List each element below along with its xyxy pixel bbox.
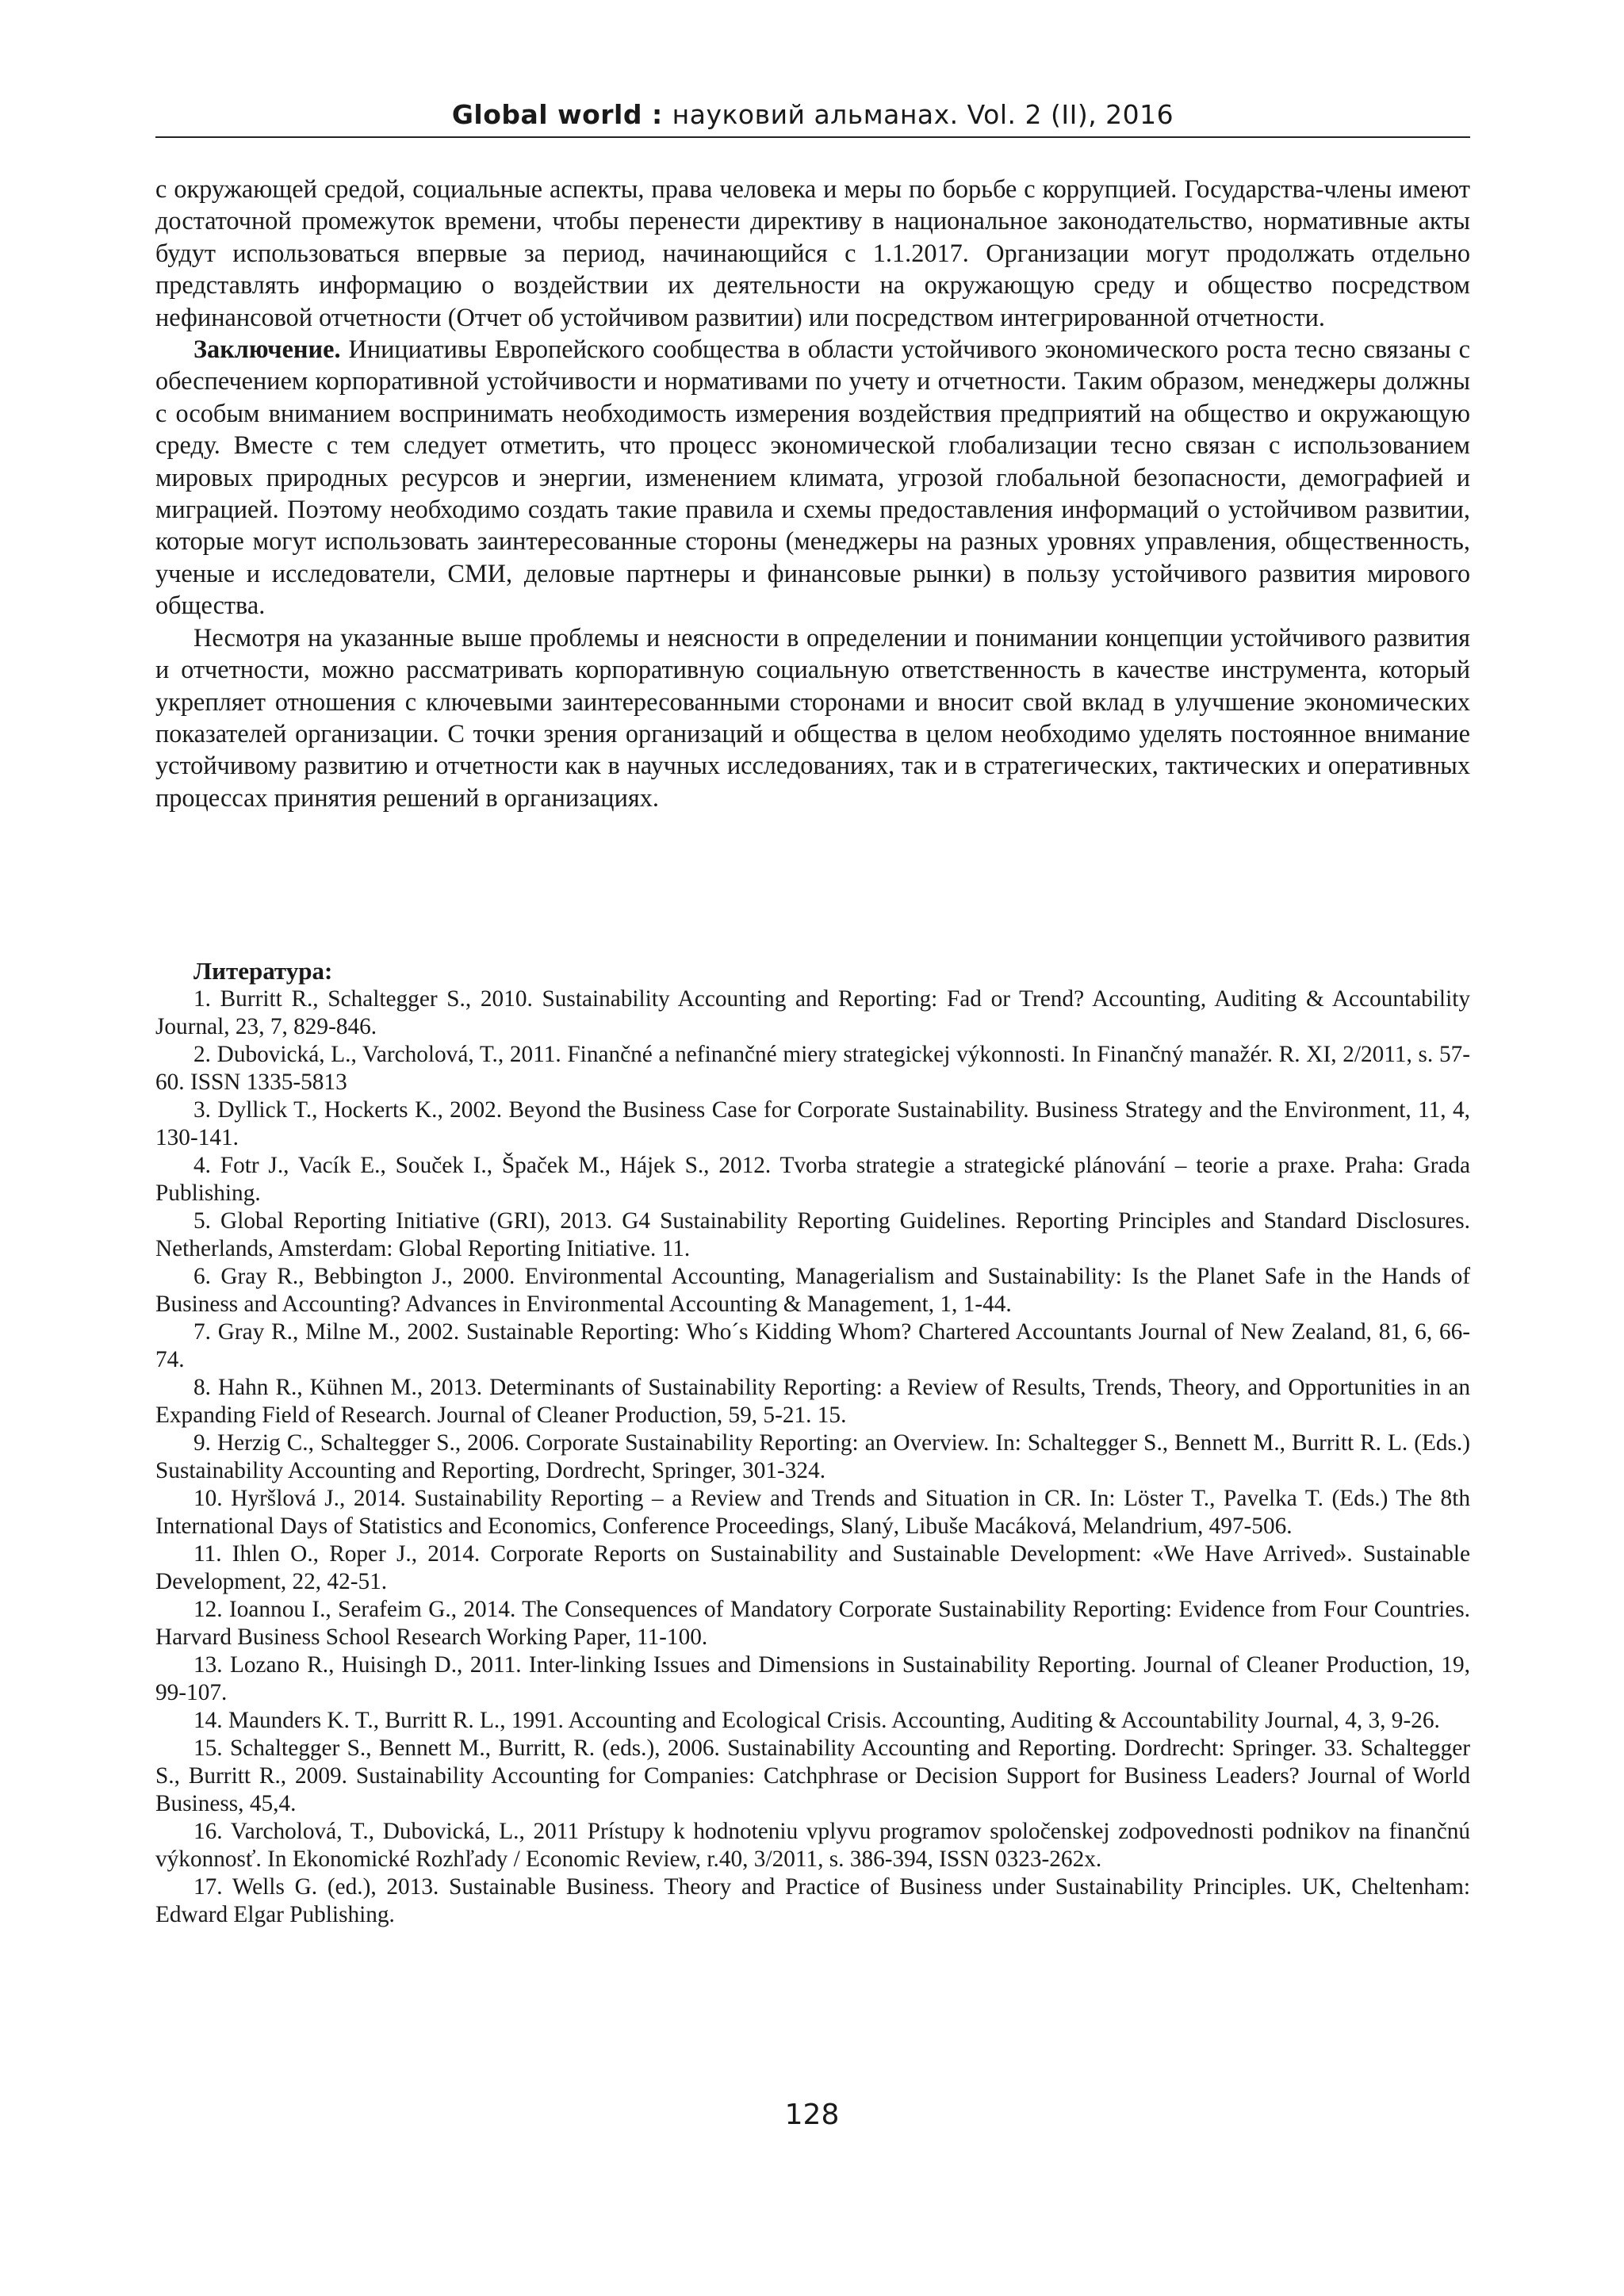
reference-item: 5. Global Reporting Initiative (GRI), 2013. G4 Sustainability Reporting Guidelines. Reporting Principles and Standard Disclosures. Netherlands, Amsterdam: Global Reporting Initiative. 11.: [155, 1208, 1470, 1261]
page-number: 128: [784, 2099, 840, 2131]
reference-item: 14. Maunders K. T., Burritt R. L., 1991. Accounting and Ecological Crisis. Accounting, Auditing & Accountability Journal, 4, 3, 9-26.: [193, 1708, 1440, 1733]
reference-item: 2. Dubovická, L., Varcholová, T., 2011. Finančné a nefinančné miery strategickej výkonnosti. In Finančný manažér. R. XI, 2/2011, s. 57-60. ISSN 1335-5813: [155, 1042, 1470, 1095]
main-text: [155, 173, 1470, 813]
reference-item: 11. Ihlen O., Roper J., 2014. Corporate Reports on Sustainability and Sustainable Development: «We Have Arrived». Sustainable Development, 22, 42-51.: [155, 1541, 1470, 1594]
references-section: [155, 957, 1470, 1929]
reference-item: 13. Lozano R., Huisingh D., 2011. Inter-linking Issues and Dimensions in Sustainability Reporting. Journal of Cleaner Production, 19, 99-107.: [155, 1652, 1470, 1705]
header-separator: :: [642, 99, 672, 130]
reference-item: 7. Gray R., Milne M., 2002. Sustainable Reporting: Who´s Kidding Whom? Chartered Accountants Journal of New Zealand, 81, 6, 66-74.: [155, 1319, 1470, 1372]
reference-item: 16. Varcholová, T., Dubovická, L., 2011 Prístupy k hodnoteniu vplyvu programov spoločenskej zodpovednosti podnikov na finančnú výkonnosť. In Ekonomické Rozhľady / Economic Review, r.40, 3/2011, s. 386-394, ISSN 0323-262x.: [155, 1819, 1470, 1872]
reference-item: 12. Ioannou I., Serafeim G., 2014. The Consequences of Mandatory Corporate Sustainability Reporting: Evidence from Four Countries. Harvard Business School Research Working Paper, 11-100.: [155, 1597, 1470, 1650]
reference-item: 9. Herzig C., Schaltegger S., 2006. Corporate Sustainability Reporting: an Overview. In: Schaltegger S., Bennett M., Burritt R. L. (Eds.) Sustainability Accounting and Reporting, Dordrecht, Springer, 301-324.: [155, 1430, 1470, 1483]
reference-item: 10. Hyršlová J., 2014. Sustainability Reporting – a Review and Trends and Situation in CR. In: Löster T., Pavelka T. (Eds.) The 8th International Days of Statistics and Economics, Conference Proceedings, Slaný, Libuše Macáková, Melandrium, 497-506.: [155, 1486, 1470, 1539]
reference-item: 3. Dyllick T., Hockerts K., 2002. Beyond the Business Case for Corporate Sustainability. Business Strategy and the Environment, 11, 4, 130-141.: [155, 1097, 1470, 1150]
journal-name: Global world: [451, 99, 642, 130]
conclusion-heading: Заключение.: [193, 335, 341, 364]
running-header: [155, 99, 1470, 131]
reference-item: 4. Fotr J., Vacík E., Souček I., Špaček M., Hájek S., 2012. Tvorba strategie a strategické plánování – teorie a praxe. Praha: Grada Publishing.: [155, 1153, 1470, 1206]
conclusion-text: Инициативы Европейского сообщества в области устойчивого экономического роста тесно связаны с обеспечением корпоративной устойчивости и нормативами по учету и отчетности. Таким образом, менеджеры должны с особым вниманием воспринимать необходимость измерения воздействия предприятий на общество и окружающую среду. Вместе с тем следует отметить, что процесс экономической глобализации тесно связан с использованием мировых природных ресурсов и энергии, изменением климата, угрозой глобальной безопасности, демографией и миграцией. Поэтому необходимо создать такие правила и схемы предоставления информаций о устойчивом развитии, которые могут использовать заинтересованные стороны (менеджеры на разных уровнях управления, общественность, ученые и исследователи, СМИ, деловые партнеры и финансовые рынки) в пользу устойчивого развития мирового общества.: [155, 335, 1470, 620]
paragraph-conclusion: [155, 333, 1470, 622]
reference-item: 17. Wells G. (ed.), 2013. Sustainable Business. Theory and Practice of Business under Sustainability Principles. UK, Cheltenham: Edward Elgar Publishing.: [155, 1874, 1470, 1927]
journal-subtitle: науковий альманах. Vol. 2 (II), 2016: [672, 99, 1174, 130]
reference-item: 6. Gray R., Bebbington J., 2000. Environmental Accounting, Managerialism and Sustainability: Is the Planet Safe in the Hands of Business and Accounting? Advances in Environmental Accounting & Management, 1, 1-44.: [155, 1264, 1470, 1317]
paragraph-3: Несмотря на указанные выше проблемы и неясности в определении и понимании концепции устойчивого развития и отчетности, можно рассматривать корпоративную социальную ответственность в качестве инструмента, который укрепляет отношения с ключевыми заинтересованными сторонами и вносит свой вклад в улучшение экономических показателей организации. С точки зрения организаций и общества в целом необходимо уделять постоянное внимание устойчивому развитию и отчетности как в научных исследованиях, так и в стратегических, тактических и оперативных процессах принятия решений в организациях.: [155, 622, 1470, 812]
reference-item: 8. Hahn R., Kühnen M., 2013. Determinants of Sustainability Reporting: a Review of Results, Trends, Theory, and Opportunities in an Expanding Field of Research. Journal of Cleaner Production, 59, 5-21. 15.: [155, 1375, 1470, 1428]
header-rule: [155, 136, 1470, 138]
reference-item: 1. Burritt R., Schaltegger S., 2010. Sustainability Accounting and Reporting: Fad or Trend? Accounting, Auditing & Accountability Journal, 23, 7, 829-846.: [155, 986, 1470, 1039]
paragraph-1: с окружающей средой, социальные аспекты, права человека и меры по борьбе с коррупцией. Государства-члены имеют достаточной промежуток времени, чтобы перенести директиву в национальное законодательство, нормативные акты будут использоваться впервые за период, начинающийся с 1.1.2017. Организации могут продолжать отдельно представлять информацию о воздействии их деятельности на окружающую среду и общество посредством нефинансовой отчетности (Отчет об устойчивом развитии) или посредством интегрированной отчетности.: [155, 174, 1470, 331]
reference-item: 15. Schaltegger S., Bennett M., Burritt, R. (eds.), 2006. Sustainability Accounting and Reporting. Dordrecht: Springer. 33. Schaltegger S., Burritt R., 2009. Sustainability Accounting for Companies: Catchphrase or Decision Support for Business Leaders? Journal of World Business, 45,4.: [155, 1735, 1470, 1816]
references-title: Литература:: [193, 957, 333, 985]
